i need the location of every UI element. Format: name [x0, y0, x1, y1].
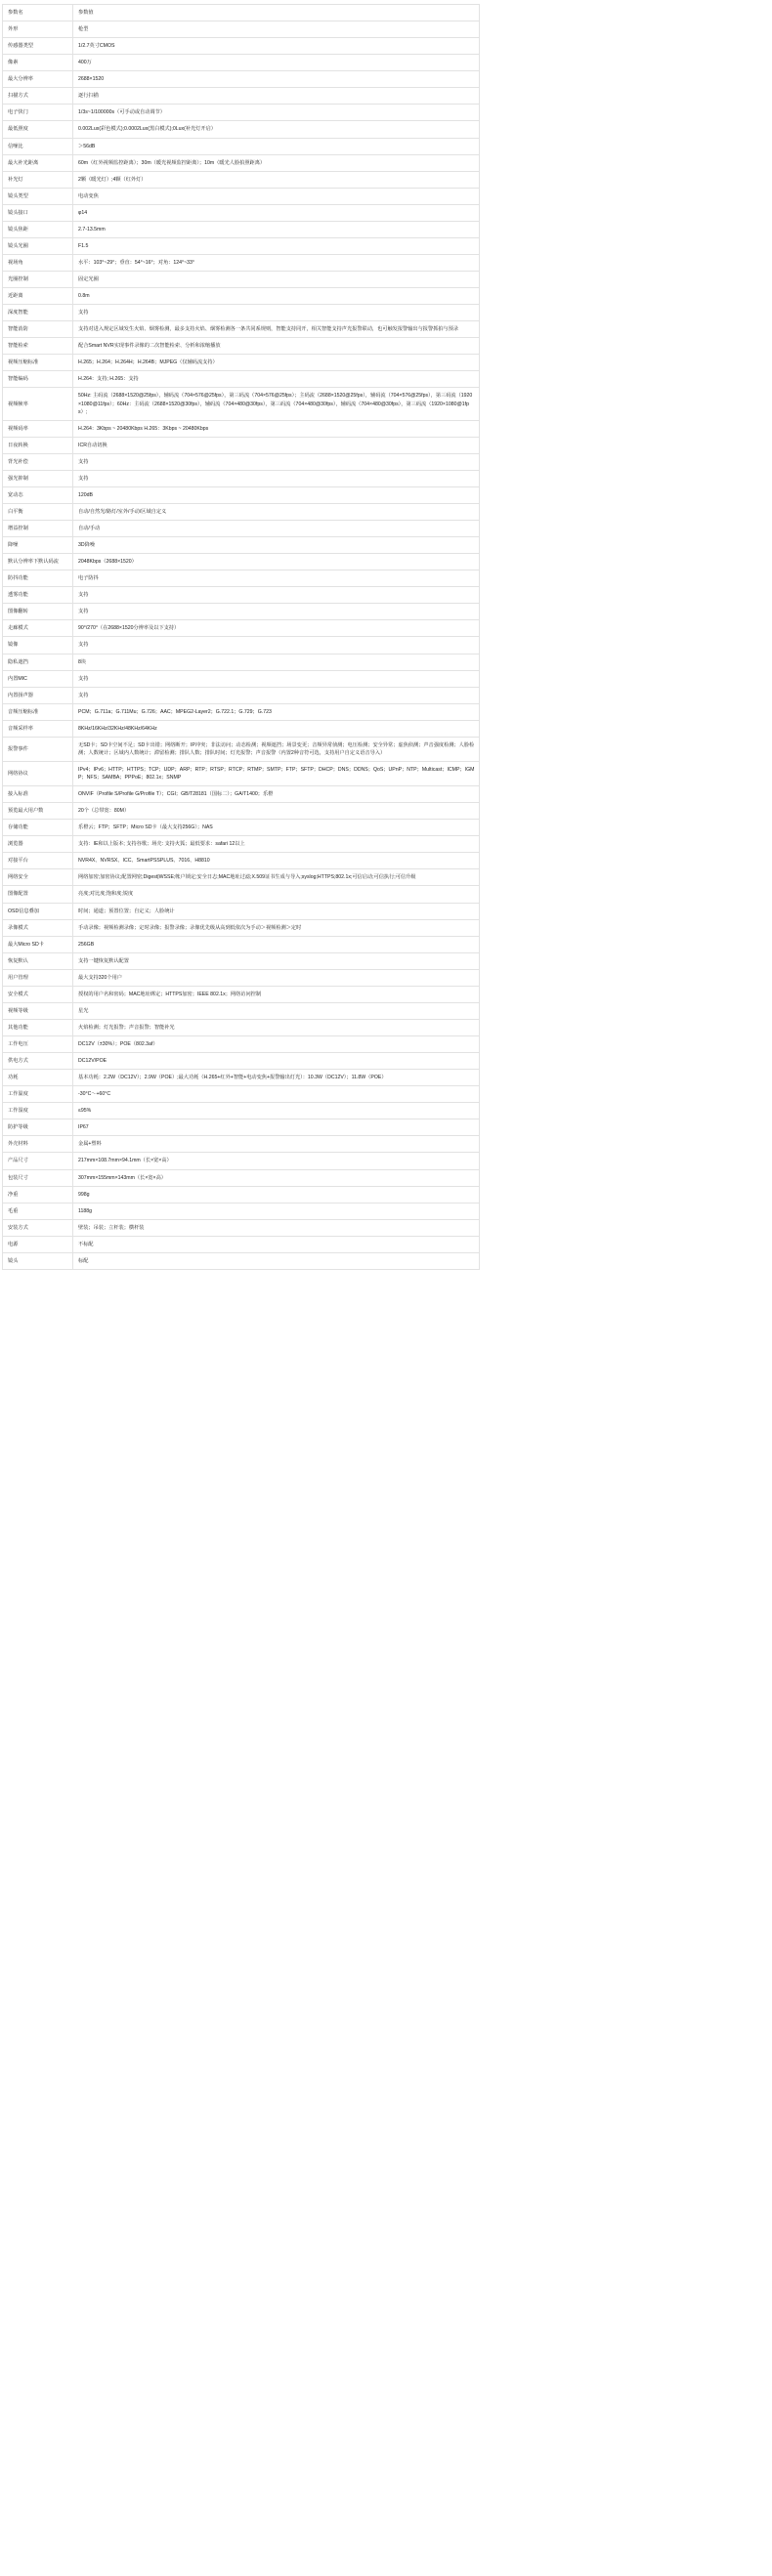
- table-row: [3, 420, 480, 437]
- table-row: [3, 836, 480, 853]
- param-name-cell: 供电方式: [3, 1053, 73, 1070]
- param-value-cell: 支持: [73, 687, 480, 703]
- table-row: [3, 1153, 480, 1169]
- param-name-cell: 视场角: [3, 254, 73, 271]
- param-name-cell: 强光抑制: [3, 470, 73, 486]
- table-row: [3, 437, 480, 453]
- table-body: [3, 5, 480, 1270]
- param-name-cell: 透雾功能: [3, 587, 73, 604]
- param-value-cell: 乐橙云；FTP；SFTP；Micro SD卡（最大支持256G）；NAS: [73, 820, 480, 836]
- param-name-cell: 预览最大用户数: [3, 803, 73, 820]
- param-value-cell: 星光: [73, 1002, 480, 1019]
- table-row: [3, 537, 480, 554]
- table-row: [3, 388, 480, 420]
- table-row: [3, 720, 480, 737]
- param-value-cell: 支持：IE和以上版本; 支持谷歌；场壳: 支持火狐；最低要求：safari 12以上: [73, 836, 480, 853]
- param-value-cell: 水平：103°~29°；垂直：54°~16°；对角：124°~33°: [73, 254, 480, 271]
- param-name-cell: 白平衡: [3, 503, 73, 520]
- table-row: [3, 355, 480, 371]
- param-name-cell: 传感器类型: [3, 38, 73, 55]
- table-row: [3, 803, 480, 820]
- param-value-cell: 支持: [73, 604, 480, 620]
- param-value-cell: IPv4；IPv6；HTTP；HTTPS；TCP；UDP；ARP；RTP；RTSP；RTCP；RTMP；SMTP；FTP；SFTP；DHCP；DNS；DDNS；QoS；UPnP；NTP；Multicast；ICMP；IGMP；NFS；SAMBA；PPPoE；802.1x；SNMP: [73, 761, 480, 785]
- param-value-cell: 20个（总带宽：80M）: [73, 803, 480, 820]
- table-row: [3, 786, 480, 803]
- param-value-cell: 60m（红外视频监控距离）；30m（暖光视频监控距离）；10m（暖光人脸拍照距离）: [73, 154, 480, 171]
- table-row: [3, 221, 480, 237]
- param-name-cell: 光圈控制: [3, 272, 73, 288]
- param-value-cell: ICR自动切换: [73, 437, 480, 453]
- param-name-cell: 对接平台: [3, 853, 73, 869]
- param-name-cell: 安装方式: [3, 1219, 73, 1236]
- param-name-cell: 工作温度: [3, 1086, 73, 1103]
- param-value-cell: 50Hz: 主码流（2688×1520@25fps），辅码流（704×576@25fps），第三码流（704×576@25fps）；主码流（2688×1520@25fps），辅码流（704×576@25fps），第三码流（1920×1080@11fps）；60Hz：主码流（2688×1520@30fps），辅码流（704×480@30fps），第三码流（704×480@30fps），辅码流（704×480@30fps），第三码流（1920×1080@1fps）;: [73, 388, 480, 420]
- param-value-cell: 支持: [73, 453, 480, 470]
- param-name-cell: 视频等级: [3, 1002, 73, 1019]
- param-name-cell: 接入标准: [3, 786, 73, 803]
- table-row: [3, 620, 480, 637]
- table-row: [3, 1203, 480, 1219]
- param-name-cell: 电子快门: [3, 105, 73, 121]
- param-name-cell: 最大Micro SD卡: [3, 936, 73, 952]
- table-row: [3, 321, 480, 338]
- param-value-cell: 枪型: [73, 21, 480, 38]
- param-name-cell: 镜像: [3, 637, 73, 654]
- table-row: [3, 1136, 480, 1153]
- param-value-cell: 自动/手动: [73, 521, 480, 537]
- table-row: [3, 1169, 480, 1186]
- table-row: [3, 503, 480, 520]
- param-name-cell: 录像模式: [3, 919, 73, 936]
- param-value-cell: 2颗（暖光灯）;4颗（红外灯）: [73, 171, 480, 188]
- param-value-cell: 支持一键恢复默认配置: [73, 952, 480, 969]
- param-value-cell: 壁装；吊装；立杆装；横杆装: [73, 1219, 480, 1236]
- param-value-cell: 自动/自然光/路灯/室外/手动/区域自定义: [73, 503, 480, 520]
- table-row: [3, 338, 480, 355]
- param-name-cell: 存储功能: [3, 820, 73, 836]
- table-row: [3, 687, 480, 703]
- param-name-cell: 镜头光圈: [3, 237, 73, 254]
- param-name-cell: 镜头焦距: [3, 221, 73, 237]
- param-value-cell: 支持对进入规定区域发生火焰、烟雾检测，最多支持火焰、烟雾检测各一条共同系规则，智能支持同开，相关智能支持声光报警联动，也可触发报警输出与报警抓拍与预录: [73, 321, 480, 338]
- table-row: [3, 1070, 480, 1086]
- table-row: [3, 55, 480, 71]
- param-name-cell: 图像配置: [3, 886, 73, 903]
- param-value-cell: 2688×1520: [73, 71, 480, 88]
- table-row: [3, 737, 480, 761]
- param-value-cell: 支持: [73, 587, 480, 604]
- param-value-cell: 400万: [73, 55, 480, 71]
- param-name-cell: 安全模式: [3, 986, 73, 1002]
- table-row: [3, 654, 480, 670]
- table-row: [3, 305, 480, 321]
- column-header-name: 参数名: [3, 5, 73, 21]
- table-row: [3, 272, 480, 288]
- param-value-cell: 逐行扫描: [73, 88, 480, 105]
- table-row: [3, 138, 480, 154]
- table-row: [3, 986, 480, 1002]
- table-row: [3, 38, 480, 55]
- param-value-cell: 授权的用户名和密码；MAC地址绑定；HTTPS加密；IEEE 802.1x；网络访问控制: [73, 986, 480, 1002]
- param-value-cell: 支持: [73, 470, 480, 486]
- table-row: [3, 1002, 480, 1019]
- param-value-cell: IP67: [73, 1119, 480, 1136]
- param-value-cell: 1188g: [73, 1203, 480, 1219]
- table-row: [3, 254, 480, 271]
- param-value-cell: H.265；H.264；H.264H；H.264B；MJPEG（仅辅码流支持）: [73, 355, 480, 371]
- table-header-row: [3, 5, 480, 21]
- param-name-cell: 防护等级: [3, 1119, 73, 1136]
- table-row: [3, 969, 480, 986]
- param-name-cell: 增益控制: [3, 521, 73, 537]
- param-value-cell: 90°/270°（在2688×1520分辨率及以下支持）: [73, 620, 480, 637]
- param-value-cell: 固定光圈: [73, 272, 480, 288]
- param-value-cell: 网络加密;加密协议;配置网密;Digest|WSSE;帐户锁定;安全日志;MAC地址过滤;X.509证书生成与导入;syslog;HTTPS;802.1x;可信启动;可信执行;可信升级: [73, 869, 480, 886]
- param-name-cell: 视频帧率: [3, 388, 73, 420]
- table-row: [3, 869, 480, 886]
- param-value-cell: F1.5: [73, 237, 480, 254]
- table-row: [3, 903, 480, 919]
- param-name-cell: 背光补偿: [3, 453, 73, 470]
- param-name-cell: 镜头接口: [3, 204, 73, 221]
- table-row: [3, 1086, 480, 1103]
- column-header-value: 参数值: [73, 5, 480, 21]
- param-name-cell: 日夜转换: [3, 437, 73, 453]
- table-row: [3, 1053, 480, 1070]
- table-row: [3, 171, 480, 188]
- param-name-cell: 恢复默认: [3, 952, 73, 969]
- param-value-cell: ONVIF（Profile S/Profile G/Profile T）；CGI；GB/T28181（国标二）；GA/T1400；乐橙: [73, 786, 480, 803]
- param-name-cell: 浏览器: [3, 836, 73, 853]
- table-row: [3, 105, 480, 121]
- param-name-cell: 信噪比: [3, 138, 73, 154]
- table-row: [3, 1019, 480, 1035]
- table-row: [3, 587, 480, 604]
- param-value-cell: 8块: [73, 654, 480, 670]
- param-name-cell: 用户管理: [3, 969, 73, 986]
- param-value-cell: 998g: [73, 1186, 480, 1203]
- param-value-cell: DC12V/POE: [73, 1053, 480, 1070]
- table-row: [3, 670, 480, 687]
- param-value-cell: 307mm×155mm×143mm（长×宽×高）: [73, 1169, 480, 1186]
- param-name-cell: 宽动态: [3, 486, 73, 503]
- table-row: [3, 1186, 480, 1203]
- param-value-cell: 支持: [73, 637, 480, 654]
- param-value-cell: ≤95%: [73, 1103, 480, 1119]
- specification-table: [2, 4, 480, 1270]
- param-name-cell: 图像翻转: [3, 604, 73, 620]
- param-name-cell: 电源: [3, 1236, 73, 1252]
- table-row: [3, 237, 480, 254]
- param-value-cell: H.264：支持; H.265：支持: [73, 371, 480, 388]
- param-value-cell: 火焰检测；灯光报警；声音报警；智能补光: [73, 1019, 480, 1035]
- table-row: [3, 121, 480, 138]
- param-value-cell: 3D降噪: [73, 537, 480, 554]
- param-value-cell: 1/3s~1/100000s（可手动或自动调节）: [73, 105, 480, 121]
- table-row: [3, 1219, 480, 1236]
- table-row: [3, 521, 480, 537]
- param-name-cell: 毛重: [3, 1203, 73, 1219]
- param-value-cell: 最大支持320个用户: [73, 969, 480, 986]
- param-value-cell: 支持: [73, 305, 480, 321]
- param-name-cell: 走廊模式: [3, 620, 73, 637]
- param-value-cell: ＞56dB: [73, 138, 480, 154]
- table-row: [3, 71, 480, 88]
- param-name-cell: 其他功能: [3, 1019, 73, 1035]
- param-name-cell: 智能编码: [3, 371, 73, 388]
- param-name-cell: 最大分辨率: [3, 71, 73, 88]
- param-name-cell: 防抖功能: [3, 570, 73, 587]
- table-row: [3, 886, 480, 903]
- table-row: [3, 570, 480, 587]
- param-name-cell: 镜头类型: [3, 188, 73, 204]
- param-name-cell: 报警事件: [3, 737, 73, 761]
- param-name-cell: 产品尺寸: [3, 1153, 73, 1169]
- param-name-cell: 净重: [3, 1186, 73, 1203]
- param-name-cell: 像素: [3, 55, 73, 71]
- param-value-cell: 标配: [73, 1252, 480, 1269]
- table-row: [3, 1236, 480, 1252]
- table-row: [3, 1119, 480, 1136]
- param-value-cell: H.264：3Kbps ~ 20480Kbps H.265：3Kbps ~ 20480Kbps: [73, 420, 480, 437]
- param-name-cell: 音频采样率: [3, 720, 73, 737]
- param-name-cell: 智能检索: [3, 338, 73, 355]
- table-row: [3, 919, 480, 936]
- param-name-cell: 镜头: [3, 1252, 73, 1269]
- param-value-cell: 217mm×108.7mm×94.1mm（长×宽×高）: [73, 1153, 480, 1169]
- table-row: [3, 637, 480, 654]
- table-row: [3, 952, 480, 969]
- param-name-cell: 近距离: [3, 288, 73, 305]
- param-name-cell: 最低照度: [3, 121, 73, 138]
- table-row: [3, 820, 480, 836]
- param-name-cell: 深度智能: [3, 305, 73, 321]
- table-row: [3, 188, 480, 204]
- table-row: [3, 761, 480, 785]
- param-name-cell: 工作湿度: [3, 1103, 73, 1119]
- param-value-cell: φ14: [73, 204, 480, 221]
- table-row: [3, 453, 480, 470]
- param-value-cell: 8KHz/16KHz/32KHz/48KHz/64KHz: [73, 720, 480, 737]
- table-row: [3, 604, 480, 620]
- param-value-cell: 金属+塑料: [73, 1136, 480, 1153]
- param-value-cell: 无SD卡；SD卡空间不足；SD卡出错；网络断开；IP冲突；非法访问；动态检测；视频遮挡；场景变更；音频异常侦测；电压检测；安全异常；虚焦侦测；声音强度检测；人脸检测；人数统计；区域内人数统计；滞留检测；排队人数；排队时间；灯光报警；声音报警（内置2种音符可选，支持用户自定义语音导入）: [73, 737, 480, 761]
- param-name-cell: 网络协议: [3, 761, 73, 785]
- table-row: [3, 470, 480, 486]
- param-value-cell: 2.7-13.5mm: [73, 221, 480, 237]
- param-value-cell: 亮度;对比度;饱和度;锐度: [73, 886, 480, 903]
- param-value-cell: 不标配: [73, 1236, 480, 1252]
- param-value-cell: 配合Smart NVR实现事件录像的二次智能检索、分析和浓缩播放: [73, 338, 480, 355]
- param-name-cell: 工作电压: [3, 1036, 73, 1053]
- param-value-cell: 0.8m: [73, 288, 480, 305]
- param-value-cell: 支持: [73, 670, 480, 687]
- param-name-cell: 最大补光距离: [3, 154, 73, 171]
- param-name-cell: 扫描方式: [3, 88, 73, 105]
- table-row: [3, 1252, 480, 1269]
- param-value-cell: 电子防抖: [73, 570, 480, 587]
- param-value-cell: 手动录像；视频检测录像；定时录像；报警录像；录像优先级从高到低依次为手动＞视频检测＞定时: [73, 919, 480, 936]
- param-value-cell: DC12V（±30%）；POE（802.3af）: [73, 1036, 480, 1053]
- table-row: [3, 703, 480, 720]
- param-value-cell: 基本功耗：2.2W（DC12V）；2.9W（POE）;最大功耗（H.265+红外+智能+电动变焦+报警输出灯光）：10.3W（DC12V）；11.8W（POE）: [73, 1070, 480, 1086]
- param-name-cell: 内置扬声器: [3, 687, 73, 703]
- param-name-cell: 隐私遮挡: [3, 654, 73, 670]
- table-row: [3, 1103, 480, 1119]
- param-name-cell: 功耗: [3, 1070, 73, 1086]
- param-name-cell: 网络安全: [3, 869, 73, 886]
- param-value-cell: 0.002Lux(彩色模式);0.0002Lux(黑白模式);0Lux(补光灯开启）: [73, 121, 480, 138]
- param-name-cell: 补光灯: [3, 171, 73, 188]
- table-row: [3, 288, 480, 305]
- param-name-cell: OSD信息叠加: [3, 903, 73, 919]
- table-row: [3, 936, 480, 952]
- param-value-cell: NVR4X、NVRSX、ICC、SmartPSSPLUS、7016、H8810: [73, 853, 480, 869]
- param-value-cell: -30°C～+60°C: [73, 1086, 480, 1103]
- param-name-cell: 包装尺寸: [3, 1169, 73, 1186]
- param-value-cell: PCM；G.711a；G.711Mu；G.726；AAC；MPEG2-Layer2；G.722.1；G.729；G.723: [73, 703, 480, 720]
- table-row: [3, 1036, 480, 1053]
- param-name-cell: 外形: [3, 21, 73, 38]
- param-name-cell: 默认分辨率下默认码流: [3, 554, 73, 570]
- param-name-cell: 音频压缩标准: [3, 703, 73, 720]
- param-value-cell: 1/2.7英寸CMOS: [73, 38, 480, 55]
- param-name-cell: 降噪: [3, 537, 73, 554]
- table-row: [3, 486, 480, 503]
- param-name-cell: 智能消防: [3, 321, 73, 338]
- param-name-cell: 视频码率: [3, 420, 73, 437]
- param-value-cell: 120dB: [73, 486, 480, 503]
- table-row: [3, 554, 480, 570]
- param-value-cell: 时间；通道；预置位置；自定义；人脸统计: [73, 903, 480, 919]
- param-value-cell: 256GB: [73, 936, 480, 952]
- param-name-cell: 视频压缩标准: [3, 355, 73, 371]
- table-row: [3, 21, 480, 38]
- table-row: [3, 853, 480, 869]
- param-value-cell: 电动变焦: [73, 188, 480, 204]
- table-row: [3, 204, 480, 221]
- param-name-cell: 内置MIC: [3, 670, 73, 687]
- param-name-cell: 外壳材料: [3, 1136, 73, 1153]
- table-row: [3, 371, 480, 388]
- table-row: [3, 154, 480, 171]
- table-row: [3, 88, 480, 105]
- param-value-cell: 2048Kbps（2688×1520）: [73, 554, 480, 570]
